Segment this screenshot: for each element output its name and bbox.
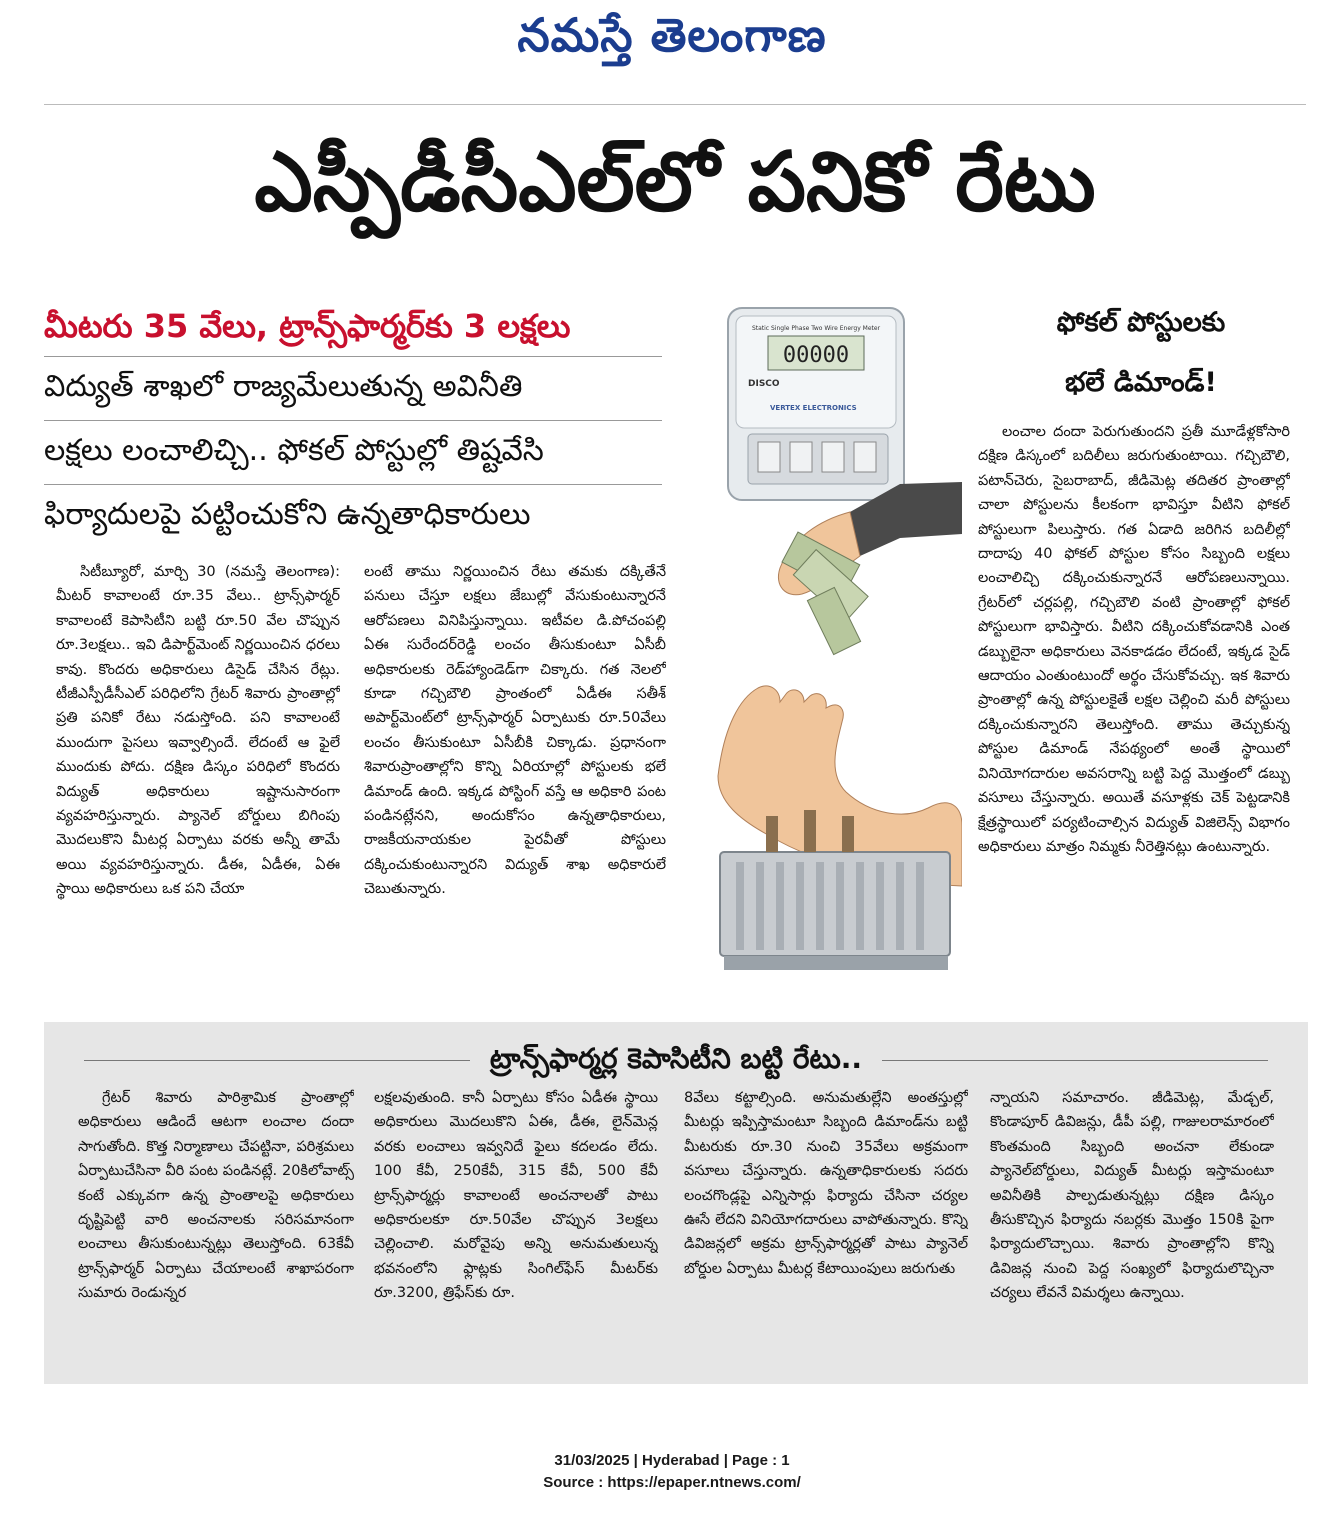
headline: ఎస్పీడీసీఎల్‌లో పనికో రేటు <box>254 135 1096 230</box>
kicker: మీటరు 35 వేలు, ట్రాన్స్‌ఫార్మర్‌కు 3 లక్షలు <box>44 307 571 345</box>
sidebar-body <box>978 420 1290 1002</box>
sidebar-body-text: లంచాల దందా పెరుగుతుందని ప్రతీ మూడేళ్లకోసారి దక్షిణ డిస్కంలో బదిలీలు జరుగుతుంటాయి. గచ్చిబౌలి, పటాన్‌చెరు, సైబరాబాద్‌, జీడిమెట్ల తదితర ప్రాంతాల్లో చాలా పోస్టులను కీలకంగా భావిస్తూ వీటిని ఫోకల్‌ పోస్టులుగా పిలుస్తారు. గత ఏడాది జరిగిన బదిలీల్లో దాదాపు 40 ఫోకల్‌ పోస్టుల కోసం సిబ్బంది లక్షలు లంచాలిచ్చి దక్కించుకున్నారనే ఆరోపణలున్నాయి. గ్రేటర్‌లో చర్లపల్లి, గచ్చిబౌలి వంటి ప్రాంతాల్లో ఫోకల్‌ పోస్టులుగా భావిస్తారు. వీటిని దక్కించుకోవడానికి ఎంత డబ్బులైనా అధికారులు వెనకాడడం లేదంటే, ఇక్కడ సైడ్‌ ఆదాయం ఎంతుంటుందో అర్థం చేసుకోవచ్చు. ఇక శివారు ప్రాంతాల్లో ఉన్న పోస్టులకైతే లక్షల చెల్లించి మరీ పోస్టులు దక్కించుకున్నారని తెలుస్తోంది. తాము తెచ్చుకున్న పోస్టుల డిమాండ్‌ నేపథ్యంలో అంతే స్థాయిలో వినియోగదారుల అవసరాన్ని బట్టి పెద్ద మొత్తంలో డబ్బు వసూలు చేస్తున్నారు. అయితే వసూళ్లకు చెక్‌ పెట్టడానికి క్షేత్రస్థాయిలో పర్యటించాల్సిన విద్యుత్‌ విజిలెన్స్‌ విభాగం అధికారులు మాత్రం నిమ్మకు నీరెత్తినట్లు ఉంటున్నారు. <box>978 424 1290 855</box>
article-col1-text: సిటీబ్యూరో, మార్చి 30 (నమస్తే తెలంగాణ): మీటర్‌ కావాలంటే రూ.35 వేలు.. ట్రాన్స్‌ఫార్మర్‌ కావాలంటే కెపాసిటీని బట్టి రూ.50 వేల చొప్పున రూ.3లక్షలు.. ఇవి డిపార్ట్‌మెంట్‌ నిర్ణయించిన ధరలు కావు. కొందరు అధికారులు డిసైడ్‌ చేసిన రేట్లు. టీజీఎస్పీడీసీఎల్‌ పరిధిలోని గ్రేటర్‌ శివారు ప్రాంతాల్లో ప్రతి పనికో రేటు నడుస్తోంది. పని కావాలంటే ముందుగా పైసలు ఇవ్వాల్సిందే. లేదంటే ఆ ఫైలే ముందుకు పోదు. దక్షిణ డిస్కం పరిధిలో కొందరు విద్యుత్‌ అధికారులు ఇష్టానుసారంగా వ్యవహరిస్తున్నారు. ప్యానెల్‌ బోర్డులు బిగింపు మొదలుకొని మీటర్ల ఏర్పాటు వరకు అన్నీ తామే అయి వ్యవహరిస్తున్నారు. డీఈ, ఏడీఈ, ఏఈ స్థాయి అధికారులు ఒక పని చేయా <box>56 564 340 898</box>
subdeck-2: లక్షలు లంచాలిచ్చి.. ఫోకల్‌ పోస్టుల్లో తిష్టవేసి <box>44 420 662 481</box>
masthead-logo: నమస్తే తెలంగాణ <box>517 8 827 62</box>
boxed-col2-text: లక్షలవుతుంది. కానీ ఏర్పాటు కోసం ఏడీఈ స్థాయి అధికారులు మొదలుకొని ఏఈ, డీఈ, లైన్‌మెన్ల వరకు లంచాలు ఇవ్వనిదే ఫైలు కదలడం లేదు. 100 కేవీ, 250కేవీ, 315 కేవీ, 500 కేవీ ట్రాన్స్‌ఫార్మర్లు కావాలంటే అంచనాలతో పాటు అధికారులకూ రూ.50వేల చొప్పున 3లక్షలు చెల్లించాలి. మరోవైపు అన్ని అనుమతులున్న భవనంలోని ఫ్లాట్లకు సింగిల్‌ఫేస్‌ మీటర్‌కు రూ.3200, త్రిఫేస్‌కు రూ. <box>374 1090 658 1302</box>
article-column-2 <box>364 560 666 1000</box>
article-col2-text: లంటే తాము నిర్ణయించిన రేటు తమకు దక్కితేనే పనులు చేస్తూ లక్షలు జేబుల్లో వేసుకుంటున్నారనే ఆరోపణలు వినిపిస్తున్నాయి. ఇటీవల డి.పోచంపల్లి ఏఈ సురేందర్‌రెడ్డి లంచం తీసుకుంటూ ఏసీబీ అధికారులకు రెడ్‌హ్యాండెడ్‌గా చిక్కారు. గత నెలలో కూడా గచ్చిబౌలి ప్రాంతంలో ఏడీఈ సతీశ్‌ అపార్ట్‌మెంట్‌లో ట్రాన్స్‌ఫార్మర్‌ ఏర్పాటుకు రూ.50వేలు లంచం తీసుకుంటూ ఏసీబీకి చిక్కాడు. ప్రధానంగా శివారుప్రాంతాల్లోని కొన్ని ఏరియాల్లో పోస్టులకు భలే డిమాండ్‌ ఉంది. ఇక్కడ పోస్టింగ్‌ వస్తే ఆ అధికారి పంట పండినట్లేనని, అందుకోసం ఉన్నతాధికారులు, రాజకీయనాయకుల పైరవీతో పోస్టులు దక్కించుకుంటున్నారని విద్యుత్‌ శాఖ అధికారులే చెబుతున్నారు. <box>364 564 666 898</box>
boxed-col4-text: న్నాయని సమాచారం. జీడిమెట్ల, మేడ్చల్‌, కొండాపూర్‌ డివిజన్లు, డీపీ పల్లి, గాజులరామారంలో కొంతమంది సిబ్బంది అంచనా లేకుండా ప్యానెల్‌బోర్డులు, విద్యుత్‌ మీటర్లు ఇస్తామంటూ అవినీతికి పాల్పడుతున్నట్లు దక్షిణ డిస్కం తీసుకొచ్చిన ఫిర్యాదు నబర్లకు మొత్తం 150కి పైగా ఫిర్యాదులొచ్చాయి. శివారు ప్రాంతాల్లోని కొన్ని డివిజన్ల నుంచి పెద్ద సంఖ్యలో ఫిర్యాదులొచ్చినా చర్యలు లేవనే విమర్శలు ఉన్నాయి. <box>990 1090 1274 1302</box>
boxed-story <box>44 1022 1308 1384</box>
meter-reading: 00000 <box>782 343 850 368</box>
footer-date-line: 31/03/2025 | Hyderabad | Page : 1 <box>554 1452 790 1469</box>
boxed-title-text: ట్రాన్స్‌ఫార్మర్ల కెపాసిటీని బట్టి రేటు.. <box>470 1042 882 1075</box>
boxed-column-1 <box>78 1086 354 1372</box>
boxed-column-2 <box>374 1086 658 1372</box>
meter-header: Static Single Phase Two Wire Energy Meter <box>751 325 881 332</box>
footer-source-link[interactable]: Source : https://epaper.ntnews.com/ <box>543 1474 801 1491</box>
hand-giving-money-icon <box>778 482 962 655</box>
subdeck-3: ఫిర్యాదులపై పట్టించుకోని ఉన్నతాధికారులు <box>44 484 662 545</box>
energy-meter-icon <box>728 308 904 500</box>
boxed-column-3 <box>684 1086 968 1372</box>
sidebar-title-line2: భలే డిమాండ్‌! <box>1065 367 1217 398</box>
boxed-col3-text: 8వేలు కట్టాల్సింది. అనుమతుల్లేని అంతస్తుల్లో మీటర్లు ఇప్పిస్తామంటూ సిబ్బంది డిమాండ్‌ను బట్టి మీటరుకు రూ.30 నుంచి 35వేలు అక్రమంగా వసూలు చేస్తున్నారు. ఉన్నతాధికారులకు సదరు లంచగొండ్లపై ఎన్నిసార్లు ఫిర్యాదు చేసినా చర్యల ఊసే లేదని వినియోగదారులు వాపోతున్నారు. కొన్ని డివిజన్లలో అక్రమ ట్రాన్స్‌ఫార్మర్లతో పాటు ప్యానెల్‌ బోర్డుల ఏర్పాటు మీటర్ల కేటాయింపులు జరుగుతు <box>684 1090 968 1277</box>
meter-maker: VERTEX ELECTRONICS <box>770 404 857 412</box>
subdeck-1: విద్యుత్‌ శాఖలో రాజ్యమేలుతున్న అవినీతి <box>44 356 662 417</box>
sidebar-title-line1: ఫోకల్‌ పోస్టులకు <box>1056 307 1226 338</box>
boxed-col1-text: గ్రేటర్‌ శివారు పారిశ్రామిక ప్రాంతాల్లో అధికారులు ఆడిందే ఆటగా లంచాల దందా సాగుతోంది. కొత్త నిర్మాణాలు చేపట్టినా, పరిశ్రమలు ఏర్పాటుచేసినా వీరి పంట పండినట్లే. 20కిలోవాట్స్‌ కంటే ఎక్కువగా ఉన్న ప్రాంతాలపై అధికారులు దృష్టిపెట్టి వారి అంచనాలకు సరిసమానంగా లంచాలు తీసుకుంటున్నట్లు తెలుస్తోంది. 63కేవీ ట్రాన్స్‌ఫార్మర్‌ ఏర్పాటు చేయాలంటే శాఖాపరంగా సుమారు రెండున్నర <box>78 1090 354 1302</box>
boxed-title <box>44 1034 1308 1084</box>
meter-brand: DISCO <box>748 379 780 389</box>
masthead-divider <box>44 104 1306 105</box>
article-column-1 <box>56 560 340 1000</box>
boxed-column-4 <box>990 1086 1274 1372</box>
bribery-illustration <box>700 306 962 978</box>
